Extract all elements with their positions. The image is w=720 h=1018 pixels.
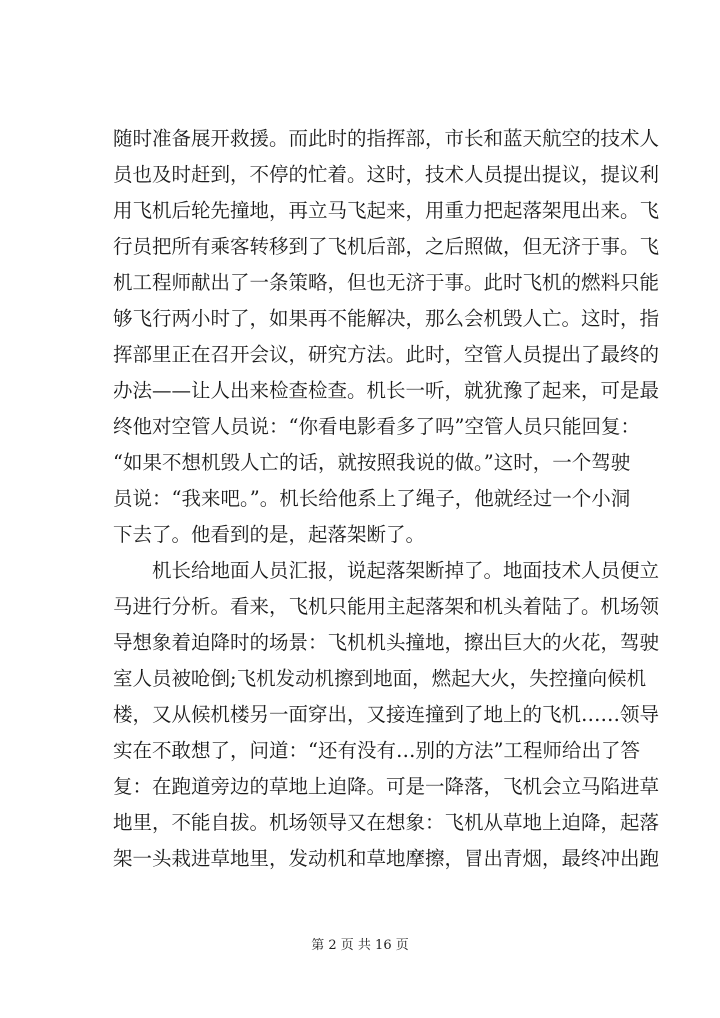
paragraph-line: 楼，又从候机楼另一面穿出，又接连撞到了地上的飞机……领导 [113, 703, 660, 726]
paragraph-line: “如果不想机毁人亡的话，就按照我说的做。”这时，一个驾驶 [113, 451, 631, 474]
paragraph-line: 机长给地面人员汇报，说起落架断掉了。地面技术人员便立 [152, 559, 660, 582]
paragraph-line: 行员把所有乘客转移到了飞机后部，之后照做，但无济于事。飞 [113, 235, 660, 258]
paragraph-line: 随时准备展开救援。而此时的指挥部，市长和蓝天航空的技术人 [113, 127, 660, 150]
paragraph-line: 员说：“我来吧。”。机长给他系上了绳子，他就经过一个小洞 [113, 487, 631, 510]
paragraph-line: 办法——让人出来检查检查。机长一听，就犹豫了起来，可是最 [113, 379, 660, 402]
paragraph-line: 架一头栽进草地里，发动机和草地摩擦，冒出青烟，最终冲出跑 [113, 847, 660, 870]
paragraph-line: 马进行分析。看来，飞机只能用主起落架和机头着陆了。机场领 [113, 595, 660, 618]
paragraph-line: 终他对空管人员说：“你看电影看多了吗”空管人员只能回复： [113, 415, 640, 438]
paragraph-line: 下去了。他看到的是，起落架断了。 [113, 523, 426, 546]
paragraph-line: 导想象着迫降时的场景：飞机机头撞地，擦出巨大的火花，驾驶 [113, 631, 660, 654]
paragraph-line: 机工程师献出了一条策略，但也无济于事。此时飞机的燃料只能 [113, 271, 660, 294]
paragraph-line: 员也及时赶到，不停的忙着。这时，技术人员提出提议，提议利 [113, 163, 660, 186]
paragraph-line: 用飞机后轮先撞地，再立马飞起来，用重力把起落架甩出来。飞 [113, 199, 660, 222]
paragraph-line: 复：在跑道旁边的草地上迫降。可是一降落，飞机会立马陷进草 [113, 775, 660, 798]
paragraph-line: 地里，不能自拔。机场领导又在想象：飞机从草地上迫降，起落 [113, 811, 660, 834]
body-text [113, 121, 660, 877]
page-number-footer: 第 2 页 共 16 页 [311, 938, 409, 953]
paragraph-line: 实在不敢想了，问道：“还有没有…别的方法”工程师给出了答 [113, 739, 640, 762]
paragraph-line: 够飞行两小时了，如果再不能解决，那么会机毁人亡。这时，指 [113, 307, 660, 330]
paragraph-line: 室人员被呛倒;飞机发动机擦到地面，燃起大火，失控撞向候机 [113, 667, 647, 690]
paragraph-line: 挥部里正在召开会议，研究方法。此时，空管人员提出了最终的 [113, 343, 660, 366]
